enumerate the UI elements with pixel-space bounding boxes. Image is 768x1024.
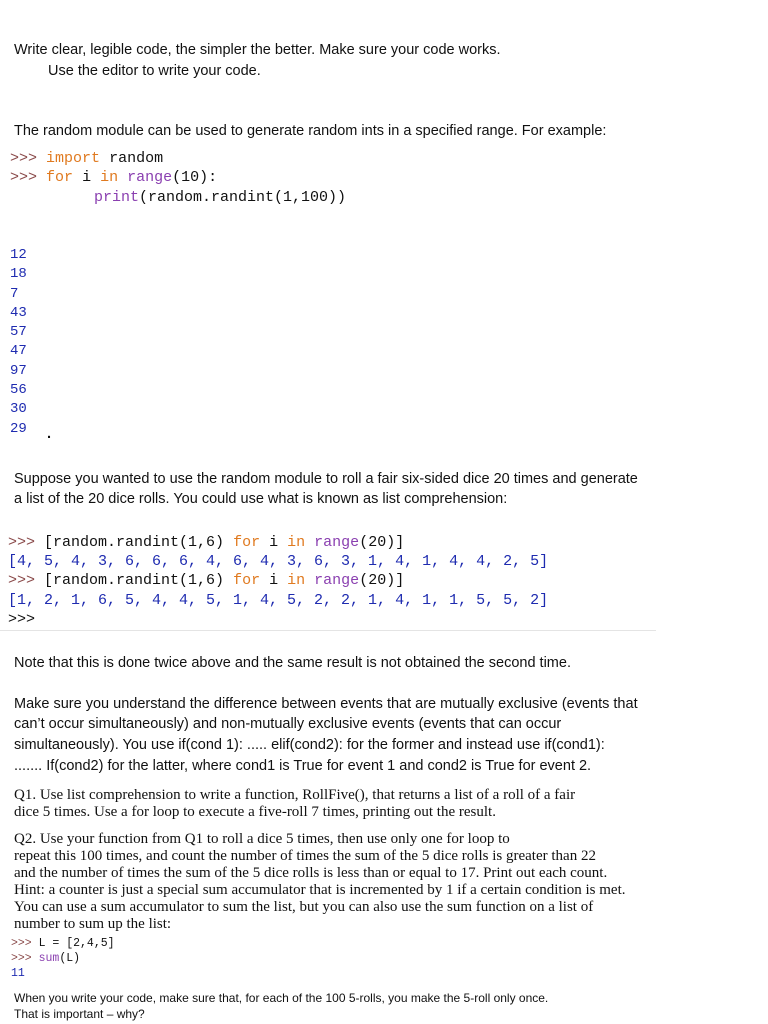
loop-var: i <box>82 169 92 186</box>
list-expr: [random.randint(1,6) <box>44 534 225 551</box>
module-name: random <box>109 150 164 167</box>
result-line-2: [1, 2, 1, 6, 5, 4, 4, 5, 1, 4, 5, 2, 2, 1, 4, 1, 1, 5, 5, 2] <box>8 592 549 609</box>
sum-function: sum <box>38 952 60 965</box>
prompt: >>> <box>10 150 38 167</box>
sum-output: 11 <box>11 967 25 980</box>
q2-line-1: Q2. Use your function from Q1 to roll a dice 5 times, then use only one for loop to <box>14 831 510 847</box>
q2-line-4: Hint: a counter is just a special sum accumulator that is incremented by 1 if a certain condition is met. <box>14 882 626 898</box>
output-line: 57 <box>10 324 27 341</box>
keyword-for: for <box>233 572 261 589</box>
prompt: >>> <box>11 937 32 950</box>
assign-expr: L = [2,4,5] <box>38 937 115 950</box>
output-line: 30 <box>10 401 27 418</box>
prompt: >>> <box>8 572 36 589</box>
prompt: >>> <box>10 169 38 186</box>
q2-line-6: number to sum up the list: <box>14 916 172 932</box>
range-function: range <box>314 572 360 589</box>
code-line-assign <box>11 936 115 951</box>
random-output-list <box>10 246 27 439</box>
keyword-for: for <box>46 169 74 186</box>
output-line: 7 <box>10 285 19 302</box>
closing-line-1: When you write your code, make sure that, for each of the 100 5-rolls, you make the 5-roll only once. <box>14 991 549 1005</box>
intro-line-1: Write clear, legible code, the simpler the better. Make sure your code works. <box>14 42 501 58</box>
closing-line-2: That is important – why? <box>14 1007 145 1021</box>
print-args: (random.randint(1,100)) <box>139 189 347 206</box>
keyword-in: in <box>287 534 306 551</box>
q2-line-3: and the number of times the sum of the 5 dice rolls is less than or equal to 17. Print out each count. <box>14 865 608 881</box>
code-line-listcomp-2 <box>8 571 404 590</box>
code-line-import <box>10 149 163 168</box>
range-args: (10): <box>172 169 218 186</box>
range-function: range <box>314 534 360 551</box>
code-divider <box>0 630 656 631</box>
result-line-1: [4, 5, 4, 3, 6, 6, 6, 4, 6, 4, 3, 6, 3, 1, 4, 1, 4, 4, 2, 5] <box>8 553 549 570</box>
list-expr: [random.randint(1,6) <box>44 572 225 589</box>
range-args: (20)] <box>359 572 405 589</box>
keyword-in: in <box>287 572 306 589</box>
prompt: >>> <box>8 534 36 551</box>
random-intro-text: The random module can be used to generate random ints in a specified range. For example: <box>14 123 607 139</box>
output-line: 56 <box>10 382 27 399</box>
keyword-import: import <box>46 150 101 167</box>
trailing-dot: . <box>47 426 52 442</box>
sum-args: (L) <box>59 952 81 965</box>
dice-intro-line-1: Suppose you wanted to use the random module to roll a fair six-sided dice 20 times and generate <box>14 471 638 487</box>
output-line: 29 <box>10 420 27 437</box>
keyword-in: in <box>100 169 119 186</box>
mutual-line-3: simultaneously). You use if(cond 1): ..... elif(cond2): for the former and instead use if(cond1): <box>14 737 605 753</box>
mutual-line-1: Make sure you understand the difference between events that are mutually exclusive (events that <box>14 696 638 712</box>
output-line: 12 <box>10 247 27 263</box>
mutual-line-4: ....... If(cond2) for the latter, where cond1 is True for event 1 and cond2 is True for event 2. <box>14 758 592 774</box>
loop-var: i <box>269 572 279 589</box>
output-line: 97 <box>10 362 27 379</box>
q2-line-5: You can use a sum accumulator to sum the list, but you can also use the sum function on a list of <box>14 899 594 915</box>
note-text: Note that this is done twice above and the same result is not obtained the second time. <box>14 655 571 671</box>
intro-line-2: Use the editor to write your code. <box>48 63 261 79</box>
final-prompt: >>> <box>8 611 36 628</box>
code-line-print <box>94 188 346 207</box>
print-function: print <box>94 189 140 206</box>
code-line-for <box>10 168 217 187</box>
keyword-for: for <box>233 534 261 551</box>
loop-var: i <box>269 534 279 551</box>
q1-line-1: Q1. Use list comprehension to write a function, RollFive(), that returns a list of a roll of a fair <box>14 787 576 803</box>
range-args: (20)] <box>359 534 405 551</box>
prompt: >>> <box>11 952 32 965</box>
q1-line-2: dice 5 times. Use a for loop to execute a five-roll 7 times, printing out the result. <box>14 804 496 820</box>
output-line: 43 <box>10 304 27 321</box>
code-line-sum <box>11 951 80 966</box>
dice-intro-line-2: a list of the 20 dice rolls. You could use what is known as list comprehension: <box>14 491 508 507</box>
output-line: 47 <box>10 343 27 360</box>
output-line: 18 <box>10 266 27 283</box>
q2-line-2: repeat this 100 times, and count the number of times the sum of the 5 dice rolls is greater than 22 <box>14 848 596 864</box>
range-function: range <box>127 169 173 186</box>
code-line-listcomp-1 <box>8 533 404 552</box>
mutual-line-2: can’t occur simultaneously) and non-mutually exclusive events (events that can occur <box>14 716 562 732</box>
